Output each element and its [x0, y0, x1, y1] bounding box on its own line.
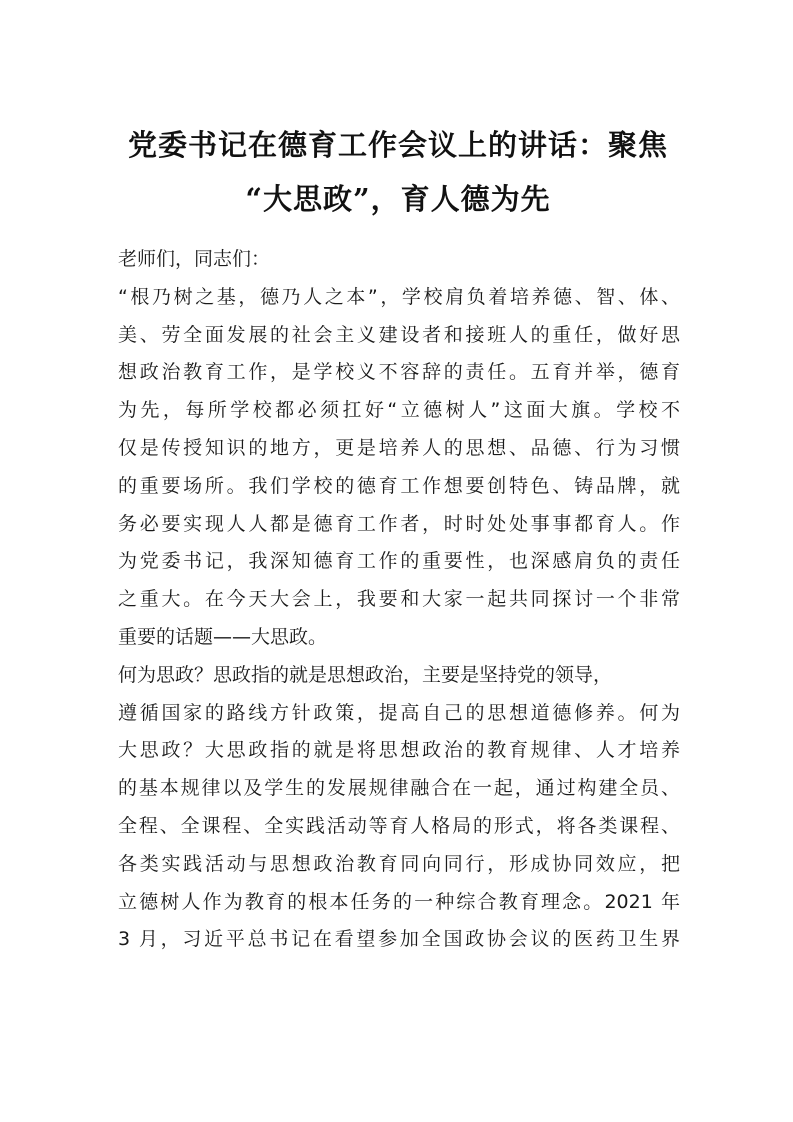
paragraph-line: 的基本规律以及学生的发展规律融合在一起，通过构建全员、 — [118, 777, 680, 800]
paragraph-line: 为党委书记，我深知德育工作的重要性，也深感肩负的责任 — [118, 550, 680, 573]
paragraph-line: 各类实践活动与思想政治教育同向同行，形成协同效应，把 — [118, 852, 680, 875]
paragraph-line: 遵循国家的路线方针政策，提高自己的思想道德修养。何为 — [118, 701, 680, 724]
document-body — [118, 241, 680, 959]
greeting: 老师们，同志们： — [118, 248, 271, 270]
paragraph-line: 想政治教育工作，是学校义不容辞的责任。五育并举，德育 — [118, 361, 680, 384]
document-title — [118, 118, 678, 226]
paragraph-1 — [118, 279, 680, 657]
paragraph-line: 为先，每所学校都必须扛好“立德树人”这面大旗。学校不 — [118, 399, 680, 422]
title-line-1: 党委书记在德育工作会议上的讲话：聚焦 — [127, 128, 668, 162]
paragraph-line: 大思政？大思政指的就是将思想政治的教育规律、人才培养 — [118, 739, 680, 762]
paragraph-line: 3 月，习近平总书记在看望参加全国政协会议的医药卫生界 — [118, 928, 680, 951]
paragraph-2 — [118, 657, 680, 959]
title-line-2: “大思政”，育人德为先 — [245, 182, 551, 216]
paragraph-line: 全程、全课程、全实践活动等育人格局的形式，将各类课程、 — [118, 814, 680, 837]
paragraph-line: “根乃树之基，德乃人之本”，学校肩负着培养德、智、体、 — [118, 285, 680, 308]
paragraph-line: 立德树人作为教育的根本任务的一种综合教育理念。2021 年 — [118, 890, 680, 913]
paragraph-line: 仅是传授知识的地方，更是培养人的思想、品德、行为习惯 — [118, 436, 680, 459]
paragraph-line: 何为思政？思政指的就是思想政治，主要是坚持党的领导， — [118, 663, 613, 686]
paragraph-line: 的重要场所。我们学校的德育工作想要创特色、铸品牌，就 — [118, 474, 680, 497]
paragraph-line: 重要的话题——大思政。 — [118, 625, 328, 648]
paragraph-line: 之重大。在今天大会上，我要和大家一起共同探讨一个非常 — [118, 588, 680, 611]
paragraph-line: 务必要实现人人都是德育工作者，时时处处事事都育人。作 — [118, 512, 680, 535]
paragraph-line: 美、劳全面发展的社会主义建设者和接班人的重任，做好思 — [118, 323, 680, 346]
